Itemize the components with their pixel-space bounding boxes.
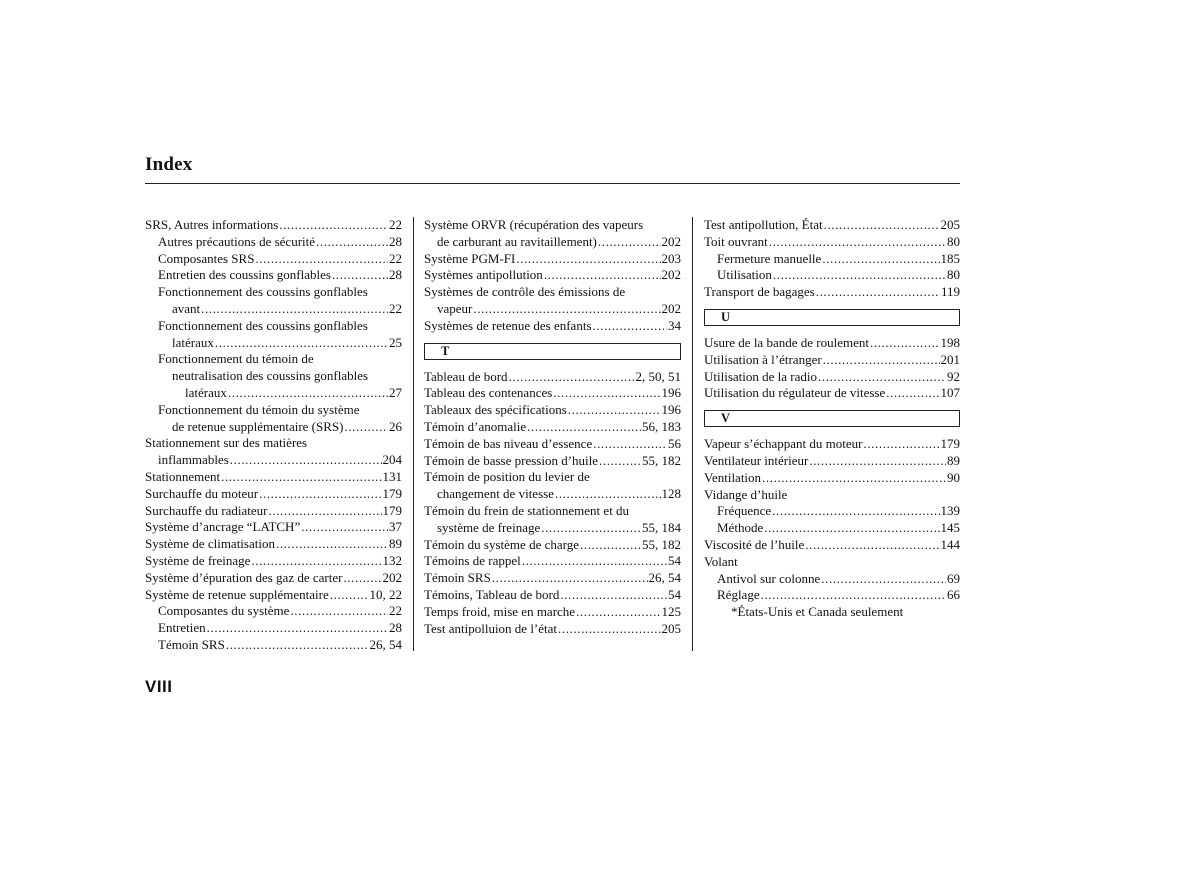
entry-text: Ventilateur intérieur [704,452,809,468]
entry-text: Témoins, Tableau de bord [424,586,560,602]
entry-text: Système d’ancrage “LATCH” [145,519,301,535]
entry-text: de carburant au ravitaillement) [437,233,597,249]
entry-page-ref: 10, 22 [369,586,402,602]
dot-leader [201,301,388,318]
entry-page-ref: 54 [668,553,681,569]
dot-leader [344,419,388,436]
entry-page-ref: 202 [661,233,681,249]
entry-page-ref: 55, 182 [642,536,681,552]
entry-page-ref: 66 [947,587,960,603]
index-entry-continued [145,435,402,452]
index-entry-continued [145,351,402,368]
index-entry-continued [704,554,960,571]
entry-text: latéraux [185,384,227,400]
entry-text: Entretien [158,620,206,636]
entry-page-ref: 203 [661,250,681,266]
entry-page-ref: 80 [947,267,960,283]
entry-page-ref: 89 [947,452,960,468]
dot-leader [228,385,388,402]
dot-leader [555,486,661,503]
entry-text: Utilisation de la radio [704,368,818,384]
index-entry [424,385,681,402]
dot-leader [762,470,946,487]
entry-page-ref: 28 [389,267,402,283]
entry-text: Toit ouvrant [704,233,768,249]
entry-text: Autres précautions de sécurité [158,233,316,249]
index-entry [704,503,960,520]
entry-text: Système PGM-FI [424,250,516,266]
index-entry [424,301,681,318]
entry-page-ref: 196 [661,402,681,418]
entry-text: Temps froid, mise en marche [424,603,576,619]
entry-text: Transport de bagages [704,284,815,300]
index-entry-continued [424,503,681,520]
entry-text: Fonctionnement du témoin de [158,351,314,367]
section-letter-header: U [704,309,960,326]
entry-page-ref: 202 [661,267,681,283]
entry-text: Méthode [717,520,764,536]
entry-text: Témoin SRS [158,636,225,652]
entry-text: Volant [704,553,738,569]
entry-text: SRS, Autres informations [145,217,279,232]
entry-text: changement de vitesse [437,486,554,502]
entry-page-ref: 179 [382,485,402,501]
entry-page-ref: 139 [940,503,960,519]
dot-leader [509,369,635,386]
entry-page-ref: 125 [661,603,681,619]
index-entry [145,385,402,402]
dot-leader [568,402,661,419]
dot-leader [259,486,381,503]
entry-text: Utilisation [717,267,772,283]
entry-page-ref: 28 [389,620,402,636]
entry-page-ref: 119 [940,284,960,300]
index-column-1 [145,217,402,654]
dot-leader [599,453,641,470]
entry-page-ref: 22 [389,603,402,619]
entry-text: Témoin SRS [424,570,491,586]
dot-leader [276,536,388,553]
dot-leader [255,251,388,268]
entry-text: vapeur [437,300,473,316]
column-divider [413,217,414,651]
index-entry [704,284,960,301]
index-entry [424,267,681,284]
entry-text: Témoin d’anomalie [424,418,527,434]
index-entry [704,217,960,234]
entry-page-ref: 131 [382,468,402,484]
entry-text: Composantes du système [158,603,290,619]
entry-page-ref: 37 [389,519,402,535]
entry-text: Témoin du frein de stationnement et du [424,502,630,518]
entry-text: avant [172,300,201,316]
dot-leader [761,587,946,604]
entry-text: Entretien des coussins gonflables [158,267,331,283]
entry-text: Témoin de basse pression d’huile [424,452,599,468]
entry-text: Système de retenue supplémentaire [145,586,329,602]
entry-text: Systèmes de retenue des enfants [424,317,592,333]
entry-page-ref: 132 [382,552,402,568]
index-entry [424,251,681,268]
index-entry [704,385,960,402]
dot-leader [870,335,940,352]
entry-text: Composantes SRS [158,250,255,266]
section-letter-header: T [424,343,681,360]
dot-leader [560,587,667,604]
dot-leader [226,637,369,654]
index-entry [145,486,402,503]
index-entry-continued [145,402,402,419]
index-entry [424,587,681,604]
entry-page-ref: 2, 50, 51 [635,368,681,384]
entry-text: Test antipolluion de l’état [424,620,558,636]
dot-leader [207,620,388,637]
dot-leader [593,436,667,453]
entry-page-ref: 55, 184 [642,519,681,535]
index-entry [424,604,681,621]
dot-leader [544,267,661,284]
entry-text: Réglage [717,587,760,603]
index-entry-continued [145,368,402,385]
index-entry [424,402,681,419]
index-entry [424,436,681,453]
entry-text: Surchauffe du radiateur [145,502,268,518]
dot-leader [541,520,641,537]
entry-text: Fermeture manuelle [717,250,822,266]
index-entry [145,637,402,654]
entry-text: Témoin de bas niveau d’essence [424,435,593,451]
index-entry-continued [424,217,681,234]
dot-leader [576,604,660,621]
dot-leader [553,385,660,402]
index-entry-continued [424,284,681,301]
dot-leader [863,436,939,453]
dot-leader [221,469,381,486]
entry-page-ref: 22 [389,300,402,316]
dot-leader [343,570,381,587]
dot-leader [268,503,381,520]
dot-leader [301,519,388,536]
entry-text: inflammables [158,452,229,468]
index-entry [424,369,681,386]
index-entry [424,234,681,251]
index-entry [145,587,402,604]
entry-page-ref: 56 [668,435,681,451]
index-entry [145,553,402,570]
entry-text: Témoin du système de charge [424,536,579,552]
dot-leader [580,537,641,554]
entry-page-ref: 90 [947,469,960,485]
entry-page-ref: 205 [661,620,681,636]
entry-text: Tableaux des spécifications [424,402,567,418]
index-entry [424,520,681,537]
entry-text: Surchauffe du moteur [145,485,259,501]
index-entry [145,452,402,469]
page-number: VIII [145,677,173,696]
entry-page-ref: 185 [940,250,960,266]
dot-leader [818,369,946,386]
dot-leader [251,553,381,570]
index-entry [704,537,960,554]
dot-leader [772,503,939,520]
entry-page-ref: 128 [661,486,681,502]
index-entry [704,587,960,604]
index-column-3 [704,217,960,621]
index-entry [145,620,402,637]
entry-page-ref: 144 [940,536,960,552]
dot-leader [773,267,946,284]
entry-page-ref: 34 [668,317,681,333]
entry-text: Viscosité de l’huile [704,536,805,552]
dot-leader [332,267,388,284]
dot-leader [330,587,369,604]
dot-leader [805,537,939,554]
dot-leader [816,284,940,301]
entry-text: Tableau des contenances [424,385,553,401]
index-entry [704,520,960,537]
index-entry [145,234,402,251]
entry-text: de retenue supplémentaire (SRS) [172,418,344,434]
index-entry [424,486,681,503]
entry-page-ref: 26, 54 [369,636,402,652]
entry-page-ref: 202 [382,569,402,585]
entry-page-ref: 145 [940,520,960,536]
entry-page-ref: 22 [389,250,402,266]
entry-page-ref: 179 [940,436,960,452]
entry-text: Système de freinage [145,552,251,568]
index-entry [145,301,402,318]
index-entry-continued [145,318,402,335]
entry-text: Stationnement [145,468,221,484]
index-entry [424,318,681,335]
dot-leader [492,570,648,587]
entry-text: Témoin de position du levier de [424,469,590,485]
dot-leader [215,335,388,352]
dot-leader [473,301,660,318]
dot-leader [809,453,946,470]
entry-text: Fonctionnement des coussins gonflables [158,317,368,333]
index-entry [704,352,960,369]
index-entry [424,621,681,638]
entry-text: *États-Unis et Canada seulement [731,604,904,620]
dot-leader [593,318,667,335]
entry-text: Système d’épuration des gaz de carter [145,569,343,585]
dot-leader [822,251,939,268]
index-entry [145,603,402,620]
index-entry-continued [704,487,960,504]
entry-page-ref: 54 [668,586,681,602]
dot-leader [764,520,939,537]
index-entry [424,537,681,554]
entry-text: latéraux [172,334,214,350]
entry-page-ref: 92 [947,368,960,384]
entry-page-ref: 205 [940,217,960,232]
entry-text: Témoins de rappel [424,553,521,569]
entry-text: Ventilation [704,469,762,485]
dot-leader [886,385,939,402]
page-title: Index [145,154,193,175]
title-rule [145,183,960,184]
entry-page-ref: 56, 183 [642,418,681,434]
entry-text: Fonctionnement des coussins gonflables [158,284,368,300]
index-entry [704,470,960,487]
section-letter-header: V [704,410,960,427]
index-entry [704,267,960,284]
dot-leader [279,217,388,234]
index-entry [704,234,960,251]
index-entry [145,503,402,520]
entry-text: Test antipollution, État [704,217,823,232]
entry-page-ref: 107 [940,385,960,401]
dot-leader [821,571,946,588]
entry-page-ref: 55, 182 [642,452,681,468]
dot-leader [598,234,661,251]
dot-leader [769,234,946,251]
entry-text: Antivol sur colonne [717,570,821,586]
entry-text: Fonctionnement du témoin du système [158,401,360,417]
entry-page-ref: 179 [382,502,402,518]
entry-text: Vidange d’huile [704,486,788,502]
index-entry-continued [704,604,960,621]
entry-page-ref: 69 [947,570,960,586]
entry-text: Systèmes antipollution [424,267,543,283]
entry-text: neutralisation des coussins gonflables [172,368,369,384]
dot-leader [522,553,667,570]
entry-text: Utilisation du régulateur de vitesse [704,385,886,401]
entry-text: Système de climatisation [145,536,275,552]
entry-text: Vapeur s’échappant du moteur [704,436,863,452]
entry-page-ref: 198 [940,334,960,350]
entry-text: Système ORVR (récupération des vapeurs [424,217,644,232]
index-entry [145,519,402,536]
index-entry [145,217,402,234]
entry-page-ref: 25 [389,334,402,350]
entry-text: Fréquence [717,503,772,519]
index-entry-continued [145,284,402,301]
dot-leader [316,234,388,251]
entry-text: Usure de la bande de roulement [704,334,869,350]
dot-leader [824,217,940,234]
entry-page-ref: 202 [661,300,681,316]
index-column-2 [424,217,681,637]
index-entry [424,570,681,587]
index-entry [424,553,681,570]
index-entry [704,436,960,453]
index-entry [145,419,402,436]
index-entry [145,335,402,352]
dot-leader [290,603,388,620]
entry-text: Utilisation à l’étranger [704,351,822,367]
index-entry-continued [424,469,681,486]
entry-page-ref: 201 [940,351,960,367]
index-entry [704,335,960,352]
entry-page-ref: 204 [382,452,402,468]
index-entry [424,453,681,470]
dot-leader [516,251,660,268]
index-entry [704,453,960,470]
entry-page-ref: 22 [389,217,402,232]
index-entry [145,536,402,553]
index-entry [145,251,402,268]
entry-page-ref: 196 [661,385,681,401]
entry-page-ref: 26 [389,418,402,434]
dot-leader [823,352,940,369]
entry-text: Stationnement sur des matières [145,435,308,451]
index-entry [704,571,960,588]
index-entry [424,419,681,436]
entry-page-ref: 26, 54 [648,570,681,586]
index-entry [145,469,402,486]
dot-leader [558,621,660,638]
entry-page-ref: 27 [389,384,402,400]
dot-leader [527,419,641,436]
entry-text: Tableau de bord [424,368,508,384]
entry-page-ref: 89 [389,536,402,552]
entry-text: système de freinage [437,519,541,535]
entry-text: Systèmes de contrôle des émissions de [424,284,626,300]
entry-page-ref: 80 [947,233,960,249]
index-entry [704,369,960,386]
entry-page-ref: 28 [389,233,402,249]
index-entry [145,267,402,284]
index-entry [704,251,960,268]
dot-leader [230,452,382,469]
column-divider [692,217,693,651]
index-entry [145,570,402,587]
